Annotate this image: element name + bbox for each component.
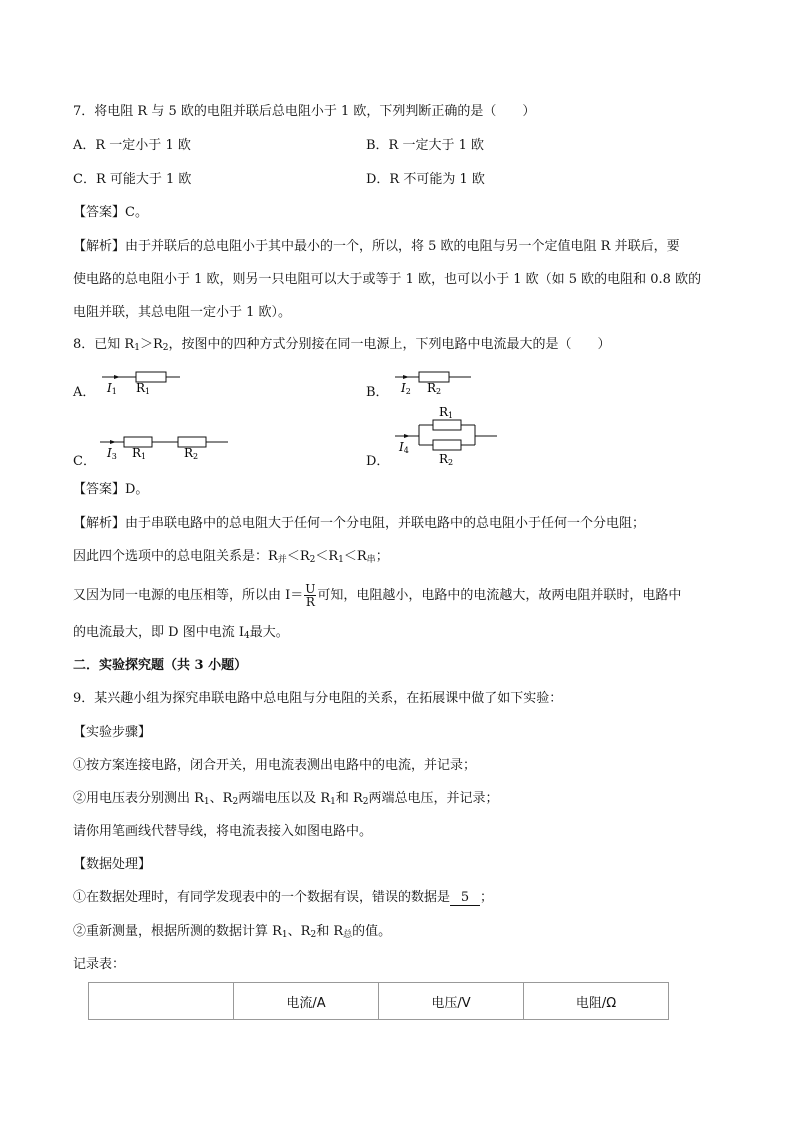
current-arrow-icon [114, 375, 120, 379]
q7-option-a: A．R 一定小于 1 欧 [73, 138, 191, 153]
q8-circuit-a [100, 368, 190, 400]
q9-step-2: ②用电压表分别测出 $R_1$、$R_2$两端电压以及 $R_1$和 $R_2$两端总电压，并记录； [73, 791, 499, 807]
q7-answer: 【答案】C。 [73, 205, 148, 220]
q8-analysis-line-2: 因此四个选项中的总电阻关系是：$R_并<R_2<R_1<R_串$； [73, 549, 389, 565]
resistor-label-r1: R1 [439, 405, 454, 420]
q7-analysis-line-3: 电阻并联，其总电阻一定小于 1 欧）。 [73, 305, 292, 320]
resistor-r1 [433, 420, 461, 430]
table-header-cell: 电阻/Ω [524, 983, 669, 1020]
record-table [88, 982, 669, 1020]
q8-analysis-line-3: 又因为同一电源的电压相等，所以由 I＝ $\frac{U}{R}$ 可知，电阻越小，电路中的电流越大，故两电阻并联时，电路中 [73, 582, 682, 609]
q9-steps-title: 【实验步骤】 [73, 725, 152, 740]
q7-analysis-line-1: 【解析】由于并联后的总电阻小于其中最小的一个，所以，将 5 欧的电阻与另一个定值电阻 R 并联后，要 [73, 239, 680, 254]
q8-circuit-b [393, 368, 483, 400]
table-header-cell [89, 983, 234, 1020]
q7-option-c: C．R 可能大于 1 欧 [73, 172, 192, 187]
q9-data-title: 【数据处理】 [73, 857, 152, 872]
resistor-label-r2: R2 [427, 381, 442, 396]
table-header-row [89, 983, 669, 1020]
table-header-cell: 电流/A [234, 983, 379, 1020]
current-label-i3: I3 [107, 446, 117, 461]
current-arrow-icon [403, 375, 409, 379]
resistor-label-r1: R1 [136, 381, 151, 396]
q8-analysis-line-1: 【解析】由于串联电路中的总电阻大于任何一个分电阻，并联电路中的总电阻小于任何一个分电阻； [73, 516, 646, 531]
q9-step-3: 请你用笔画线代替导线，将电流表接入如图电路中。 [73, 824, 373, 839]
q9-data-1: ①在数据处理时，有同学发现表中的一个数据有误，错误的数据是 5 ； [73, 890, 494, 905]
ohm-law-fraction: $\frac{U}{R}$ [305, 582, 316, 609]
current-label-i4: I4 [399, 440, 409, 455]
current-label-i1: I1 [107, 381, 117, 396]
resistor-label-r1: R1 [132, 446, 147, 461]
q8-option-a-label: A． [73, 385, 96, 400]
q8-stem: 8．已知 $R_1>R_2$，按图中的四种方式分别接在同一电源上，下列电路中电流最大的是（ ） [73, 337, 611, 353]
q7-option-d: D．R 不可能为 1 欧 [366, 172, 485, 187]
section-2-title: 二．实验探究题（共 3 小题） [73, 658, 248, 673]
q8-option-c-label: C． [73, 454, 96, 469]
current-label-i2: I2 [401, 381, 411, 396]
q8-option-d-label: D． [366, 454, 390, 469]
current-arrow-icon [110, 440, 116, 444]
table-header-cell: 电压/V [379, 983, 524, 1020]
resistor-label-r2: R2 [439, 452, 454, 466]
q7-stem: 7．将电阻 R 与 5 欧的电阻并联后总电阻小于 1 欧，下列判断正确的是（ ） [73, 104, 536, 119]
q9-data-2: ②重新测量，根据所测的数据计算 $R_1$、$R_2$和 $R_总$的值。 [73, 924, 392, 940]
q8-circuit-d [393, 404, 505, 466]
q9-table-label: 记录表： [73, 957, 126, 972]
q8-option-b-label: B． [366, 385, 389, 400]
answer-blank: 5 [450, 890, 480, 906]
resistor-r2 [433, 440, 461, 450]
current-arrow-icon [404, 434, 410, 438]
q9-step-1: ①按方案连接电路，闭合开关，用电流表测出电路中的电流，并记录； [73, 758, 477, 773]
q8-answer: 【答案】D。 [73, 482, 149, 497]
q8-circuit-c [98, 433, 233, 465]
q7-analysis-line-2: 使电路的总电阻小于 1 欧，则另一只电阻可以大于或等于 1 欧，也可以小于 1 欧（如 5 欧的电阻和 0.8 欧的 [73, 272, 702, 287]
q8-analysis-line-4: 的电流最大，即 D 图中电流 $I_4$最大。 [73, 625, 289, 641]
q7-option-b: B．R 一定大于 1 欧 [366, 138, 485, 153]
resistor-label-r2: R2 [184, 446, 199, 461]
q9-stem: 9．某兴趣小组为探究串联电路中总电阻与分电阻的关系，在拓展课中做了如下实验： [73, 691, 563, 706]
